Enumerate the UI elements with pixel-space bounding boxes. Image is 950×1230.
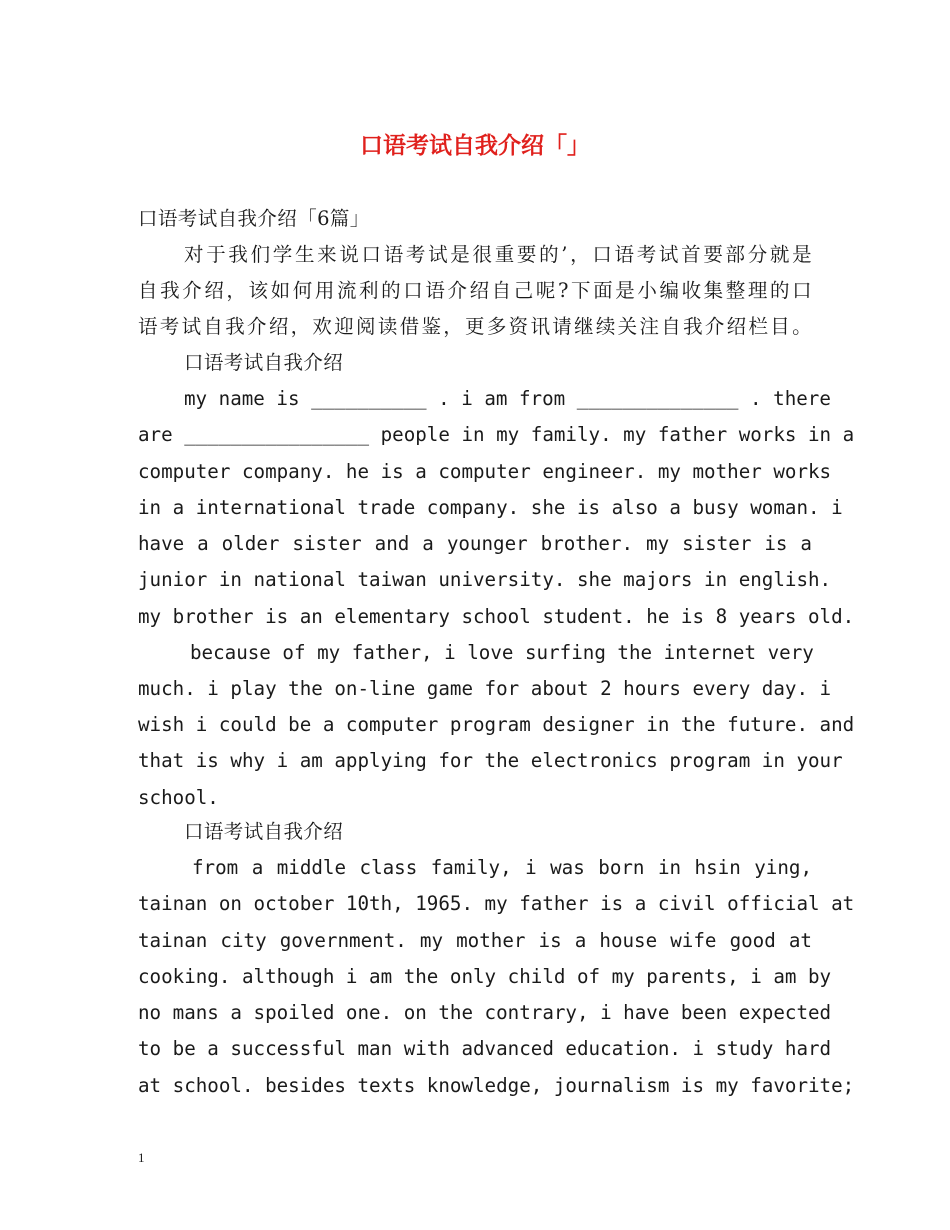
paragraph-line: junior in national taiwan university. she majors in english. bbox=[138, 568, 832, 591]
paragraph-line: have a older sister and a younger brother. my sister is a bbox=[138, 532, 812, 555]
paragraph-line: my name is __________ . i am from ______________ . there bbox=[184, 387, 831, 410]
paragraph-line: cooking. although i am the only child of my parents, i am by bbox=[138, 965, 832, 988]
paragraph-line: because of my father, i love surfing the internet very bbox=[190, 641, 814, 664]
paragraph-line: school. bbox=[138, 786, 219, 809]
paragraph-line: in a international trade company. she is also a busy woman. i bbox=[138, 496, 843, 519]
paragraph-line: my brother is an elementary school student. he is 8 years old. bbox=[138, 605, 855, 628]
paragraph-line: from a middle class family, i was born in hsin ying, bbox=[192, 856, 812, 879]
paragraph-line: no mans a spoiled one. on the contrary, i have been expected bbox=[138, 1001, 832, 1024]
paragraph-line: 语考试自我介绍，欢迎阅读借鉴，更多资讯请继续关注自我介绍栏目。 bbox=[138, 315, 812, 338]
subsection-heading: 口语考试自我介绍 bbox=[184, 351, 344, 374]
paragraph-line: are ________________ people in my family. my father works in a bbox=[138, 423, 855, 446]
paragraph-line: 对于我们学生来说口语考试是很重要的’，口语考试首要部分就是 bbox=[184, 243, 812, 266]
paragraph-line: at school. besides texts knowledge, journalism is my favorite; bbox=[138, 1074, 855, 1097]
paragraph-line: tainan city government. my mother is a house wife good at bbox=[138, 929, 812, 952]
section-heading: 口语考试自我介绍「6篇」 bbox=[138, 207, 370, 230]
subsection-heading: 口语考试自我介绍 bbox=[184, 820, 344, 843]
page-number: 1 bbox=[138, 1150, 145, 1165]
paragraph-line: tainan on october 10th, 1965. my father is a civil official at bbox=[138, 892, 855, 915]
paragraph-line: to be a successful man with advanced education. i study hard bbox=[138, 1037, 832, 1060]
paragraph-line: that is why i am applying for the electronics program in your bbox=[138, 749, 843, 772]
paragraph-line: much. i play the on-line game for about 2 hours every day. i bbox=[138, 677, 832, 700]
paragraph-line: wish i could be a computer program designer in the future. and bbox=[138, 713, 855, 736]
paragraph-line: 自我介绍，该如何用流利的口语介绍自己呢?下面是小编收集整理的口 bbox=[138, 279, 812, 302]
paragraph-line: computer company. he is a computer engineer. my mother works bbox=[138, 460, 832, 483]
document-title: 口语考试自我介绍「」 bbox=[360, 132, 590, 159]
